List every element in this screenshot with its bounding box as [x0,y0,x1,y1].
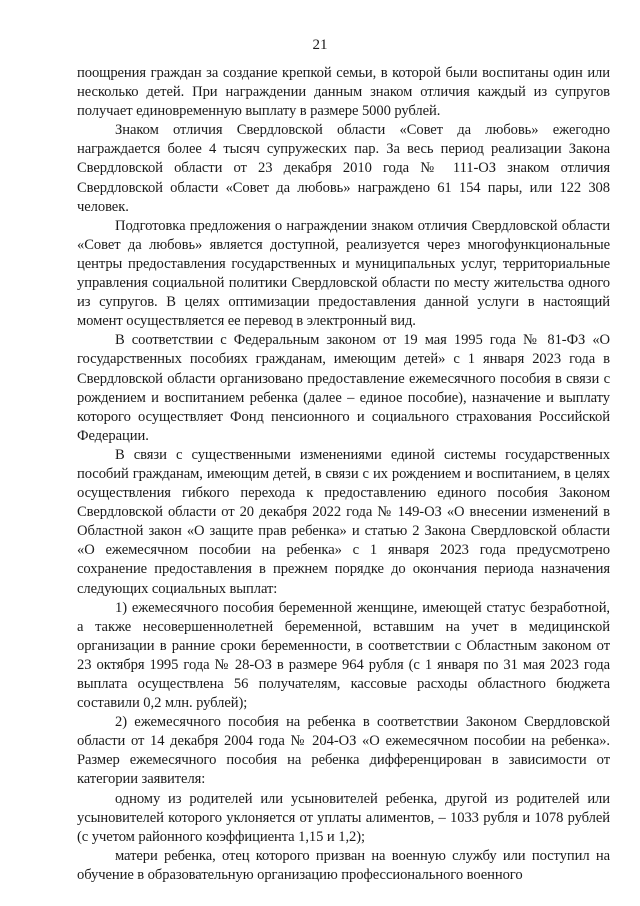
paragraph: В соответствии с Федеральным законом от 19 мая 1995 года № 81-ФЗ «О государственных пособиях гражданам, имеющим детей» с 1 января 2023 года в Свердловской области организовано предоставление ежемесячного пособия в связи с рождением и воспитанием ребенка (далее – единое пособие), назначение и выплату которого осуществляет Фонд пенсионного и социального страхования Российской Федерации. [77,332,610,444]
page-number: 21 [312,37,328,53]
list-item-paragraph: 2) ежемесячного пособия на ребенка в соответствии Законом Свердловской области от 14 декабря 2004 года № 204-ОЗ «О ежемесячном пособии на ребенка». Размер ежемесячного пособия на ребенка дифференцирован в зависимости от категории заявителя: [77,714,610,788]
paragraph: матери ребенка, отец которого призван на военную службу или поступил на обучение в образовательную организацию профессионального военного [77,847,610,883]
list-item-paragraph: 1) ежемесячного пособия беременной женщине, имеющей статус безработной, а также несовершеннолетней беременной, вставшим на учет в медицинской организации в ранние сроки беременности, в соответствии с Областным законом от 23 октября 1995 года № 28-ОЗ в размере 964 рубля (с 1 января по 31 мая 2023 года выплата осуществлена 56 получателям, кассовые расходы областного бюджета составили 0,2 млн. рублей); [77,599,610,712]
paragraph: поощрения граждан за создание крепкой семьи, в которой были воспитаны один или несколько детей. При награждении данным знаком отличия каждый из супругов получает единовременную выплату в размере 5000 рублей. [77,65,610,120]
paragraph: В связи с существенными изменениями единой системы государственных пособий гражданам, имеющим детей, в связи с их рождением и воспитанием, в целях осуществления гибкого перехода к предоставлению единого пособия Законом Свердловской области от 20 декабря 2022 года № 149-ОЗ «О внесении изменений в Областной закон «О защите прав ребенка» и статью 2 Закона Свердловской области «О ежемесячном пособии на ребенка» с 1 января 2023 года предусмотрено сохранение предоставления в прежнем порядке до окончания периода назначения следующих социальных выплат: [77,446,610,597]
paragraph: Знаком отличия Свердловской области «Совет да любовь» ежегодно награждается более 4 тысяч супружеских пар. За весь период реализации Закона Свердловской области от 23 декабря 2010 года № 111-ОЗ знаком отличия Свердловской области «Совет да любовь» награждено 61 154 пары, или 122 308 человек. [77,122,610,215]
body-text [77,64,610,885]
paragraph: Подготовка предложения о награждении знаком отличия Свердловской области «Совет да любовь» является доступной, реализуется через многофункциональные центры предоставления государственных и муниципальных услуг, территориальные управления социальной политики Свердловской области по месту жительства одного из супругов. В целях оптимизации предоставления данной услуги в настоящий момент осуществляется ее перевод в электронный вид. [77,217,610,330]
paragraph: одному из родителей или усыновителей ребенка, другой из родителей или усыновителей которого уклоняется от уплаты алиментов, – 1033 рубля и 1078 рублей (с учетом районного коэффициента 1,15 и 1,2); [77,790,610,845]
